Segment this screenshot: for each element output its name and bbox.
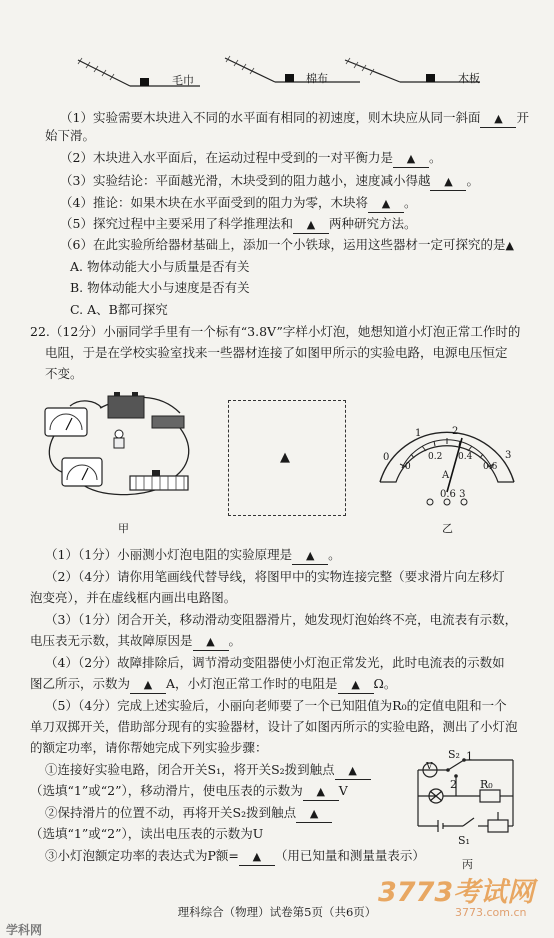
ammeter-unit: A (442, 470, 450, 481)
q22-intro-2: 电阻，于是在学校实验室找来一些器材连接了如图甲所示的实验电路，电源电压恒定 (45, 345, 508, 360)
q22-part-4b: 图乙所示，示数为 ▲ A，小灯泡正常工作时的电阻是 ▲ Ω。 (30, 676, 396, 694)
circuit-label-1: 1 (466, 750, 473, 763)
q21-option-c: C. A、B都可探究 (70, 302, 168, 317)
answer-blank[interactable]: ▲ (338, 676, 374, 694)
ramp-label-board: 木板 (458, 72, 480, 85)
answer-blank[interactable]: ▲ (193, 633, 229, 651)
circuit-apparatus-figure (40, 388, 200, 508)
q22-part-2a: （2）（4分）请你用笔画线代替导线，将图甲中的实物连接完整（要求滑片向左移灯 (45, 569, 505, 584)
q22-part-3b: 电压表无示数，其故障原因是 ▲ 。 (30, 633, 241, 651)
q22-part-3a: （3）（1分）闭合开关，移动滑动变阻器滑片，她发现灯泡始终不亮，电流表有示数， (45, 612, 518, 627)
ammeter-tick-3: 3 (505, 450, 512, 461)
ammeter-figure (372, 410, 522, 520)
circuit-label-2: 2 (450, 778, 457, 791)
answer-blank[interactable]: ▲ (293, 216, 329, 234)
answer-blank[interactable]: ▲ (480, 110, 516, 128)
q22-part-5b: 单刀双掷开关，借助部分现有的实验器材，设计了如图丙所示的实验电路，测出了小灯泡 (30, 719, 518, 734)
q22-part-2b: 泡变亮），并在虚线框内画出电路图。 (30, 590, 237, 605)
circuit-diagram-placeholder: ▲ (280, 450, 290, 465)
figure-label-yi: 乙 (442, 522, 453, 535)
answer-blank[interactable]: ▲ (393, 150, 429, 168)
q22-part-5a: （5）（4分）完成上述实验后，小丽向老师要了一个已知阻值为R₀的定值电阻和一个 (45, 698, 507, 713)
ammeter-tick-0: 0 (383, 452, 390, 463)
watermark-brand: 3773考试网 (378, 877, 535, 908)
ammeter-terminals: 0.6 3 (440, 489, 466, 500)
answer-blank[interactable]: ▲ (292, 547, 328, 565)
ammeter-tick-b06: 0.6 (483, 462, 498, 472)
q22-step-1b: （选填“1”或“2”），移动滑片，使电压表的示数为 ▲ V (30, 783, 348, 801)
figure-label-jia: 甲 (118, 522, 129, 535)
q22-step-2a: ②保持滑片的位置不动，再将开关S₂拨到触点 ▲ (45, 805, 332, 823)
circuit-label-s1: S₁ (458, 834, 470, 847)
q21-line-2: （2）木块进入水平面后，在运动过程中受到的一对平衡力是 ▲ 。 (60, 150, 441, 168)
answer-blank[interactable]: ▲ (130, 676, 166, 694)
ramp-label-cotton: 棉布 (306, 72, 328, 85)
q22-part-1: （1）（1分）小丽测小灯泡电阻的实验原理是 ▲ 。 (45, 547, 341, 565)
ammeter-tick-1: 1 (415, 428, 422, 439)
q21-option-b: B. 物体动能大小与速度是否有关 (70, 280, 250, 295)
circuit-label-r0: R₀ (480, 778, 493, 791)
answer-blank[interactable]: ▲ (303, 783, 339, 801)
figure-label-bing: 丙 (462, 858, 473, 871)
answer-blank[interactable]: ▲ (239, 848, 275, 866)
circuit-label-voltmeter: V (426, 762, 433, 772)
q21-line-1: （1）实验需要木块进入不同的水平面有相同的初速度，则木块应从同一斜面 ▲ 开 (60, 110, 529, 128)
ammeter-tick-b02: 0.2 (428, 452, 443, 462)
ammeter-tick-2: 2 (452, 426, 459, 437)
answer-blank[interactable]: ▲ (430, 173, 466, 191)
q21-line-1-cont: 始下滑。 (45, 128, 96, 143)
q21-line-4: （4）推论：如果木块在水平面受到的阻力为零，木块将 ▲ 。 (60, 195, 416, 213)
q22-intro-1: 22.（12分）小丽同学手里有一个标有“3.8V”字样小灯泡，她想知道小灯泡正常工作时的 (30, 324, 521, 339)
circuit-label-s2: S₂ (448, 748, 460, 761)
answer-blank[interactable]: ▲ (296, 805, 332, 823)
answer-blank[interactable]: ▲ (368, 195, 404, 213)
q21-line-6: （6）在此实验所给器材基础上，添加一个小铁球，运用这些器材一定可探究的是▲ (60, 237, 514, 252)
q22-step-2b: （选填“1”或“2”），读出电压表的示数为U (30, 826, 264, 841)
q22-step-3: ③小灯泡额定功率的表达式为P额= ▲ （用已知量和测量量表示） (45, 848, 425, 866)
q22-intro-3: 不变。 (45, 366, 83, 381)
q22-part-5c: 的额定功率，请你帮她完成下列实验步骤： (30, 740, 268, 755)
ammeter-tick-b0: 0 (405, 462, 411, 472)
answer-blank[interactable]: ▲ (335, 762, 371, 780)
watermark-corner: 学科网 (6, 923, 43, 937)
ramp-label-towel: 毛巾 (172, 74, 194, 87)
q22-part-4a: （4）（2分）故障排除后，调节滑动变阻器使小灯泡正常发光，此时电流表的示数如 (45, 655, 505, 670)
q21-line-3: （3）实验结论：平面越光滑，木块受到的阻力越小，速度减小得越 ▲ 。 (60, 173, 479, 191)
q21-option-a: A. 物体动能大小与质量是否有关 (70, 259, 250, 274)
watermark-url: 3773.com.cn (455, 906, 527, 919)
page-footer: 理科综合（物理）试卷第5页（共6页） (177, 905, 377, 919)
q21-line-5: （5）探究过程中主要采用了科学推理法和 ▲ 两种研究方法。 (60, 216, 416, 234)
q22-step-1a: ①连接好实验电路，闭合开关S₁，将开关S₂拨到触点 ▲ (45, 762, 371, 780)
ammeter-tick-b04: 0.4 (458, 452, 473, 462)
